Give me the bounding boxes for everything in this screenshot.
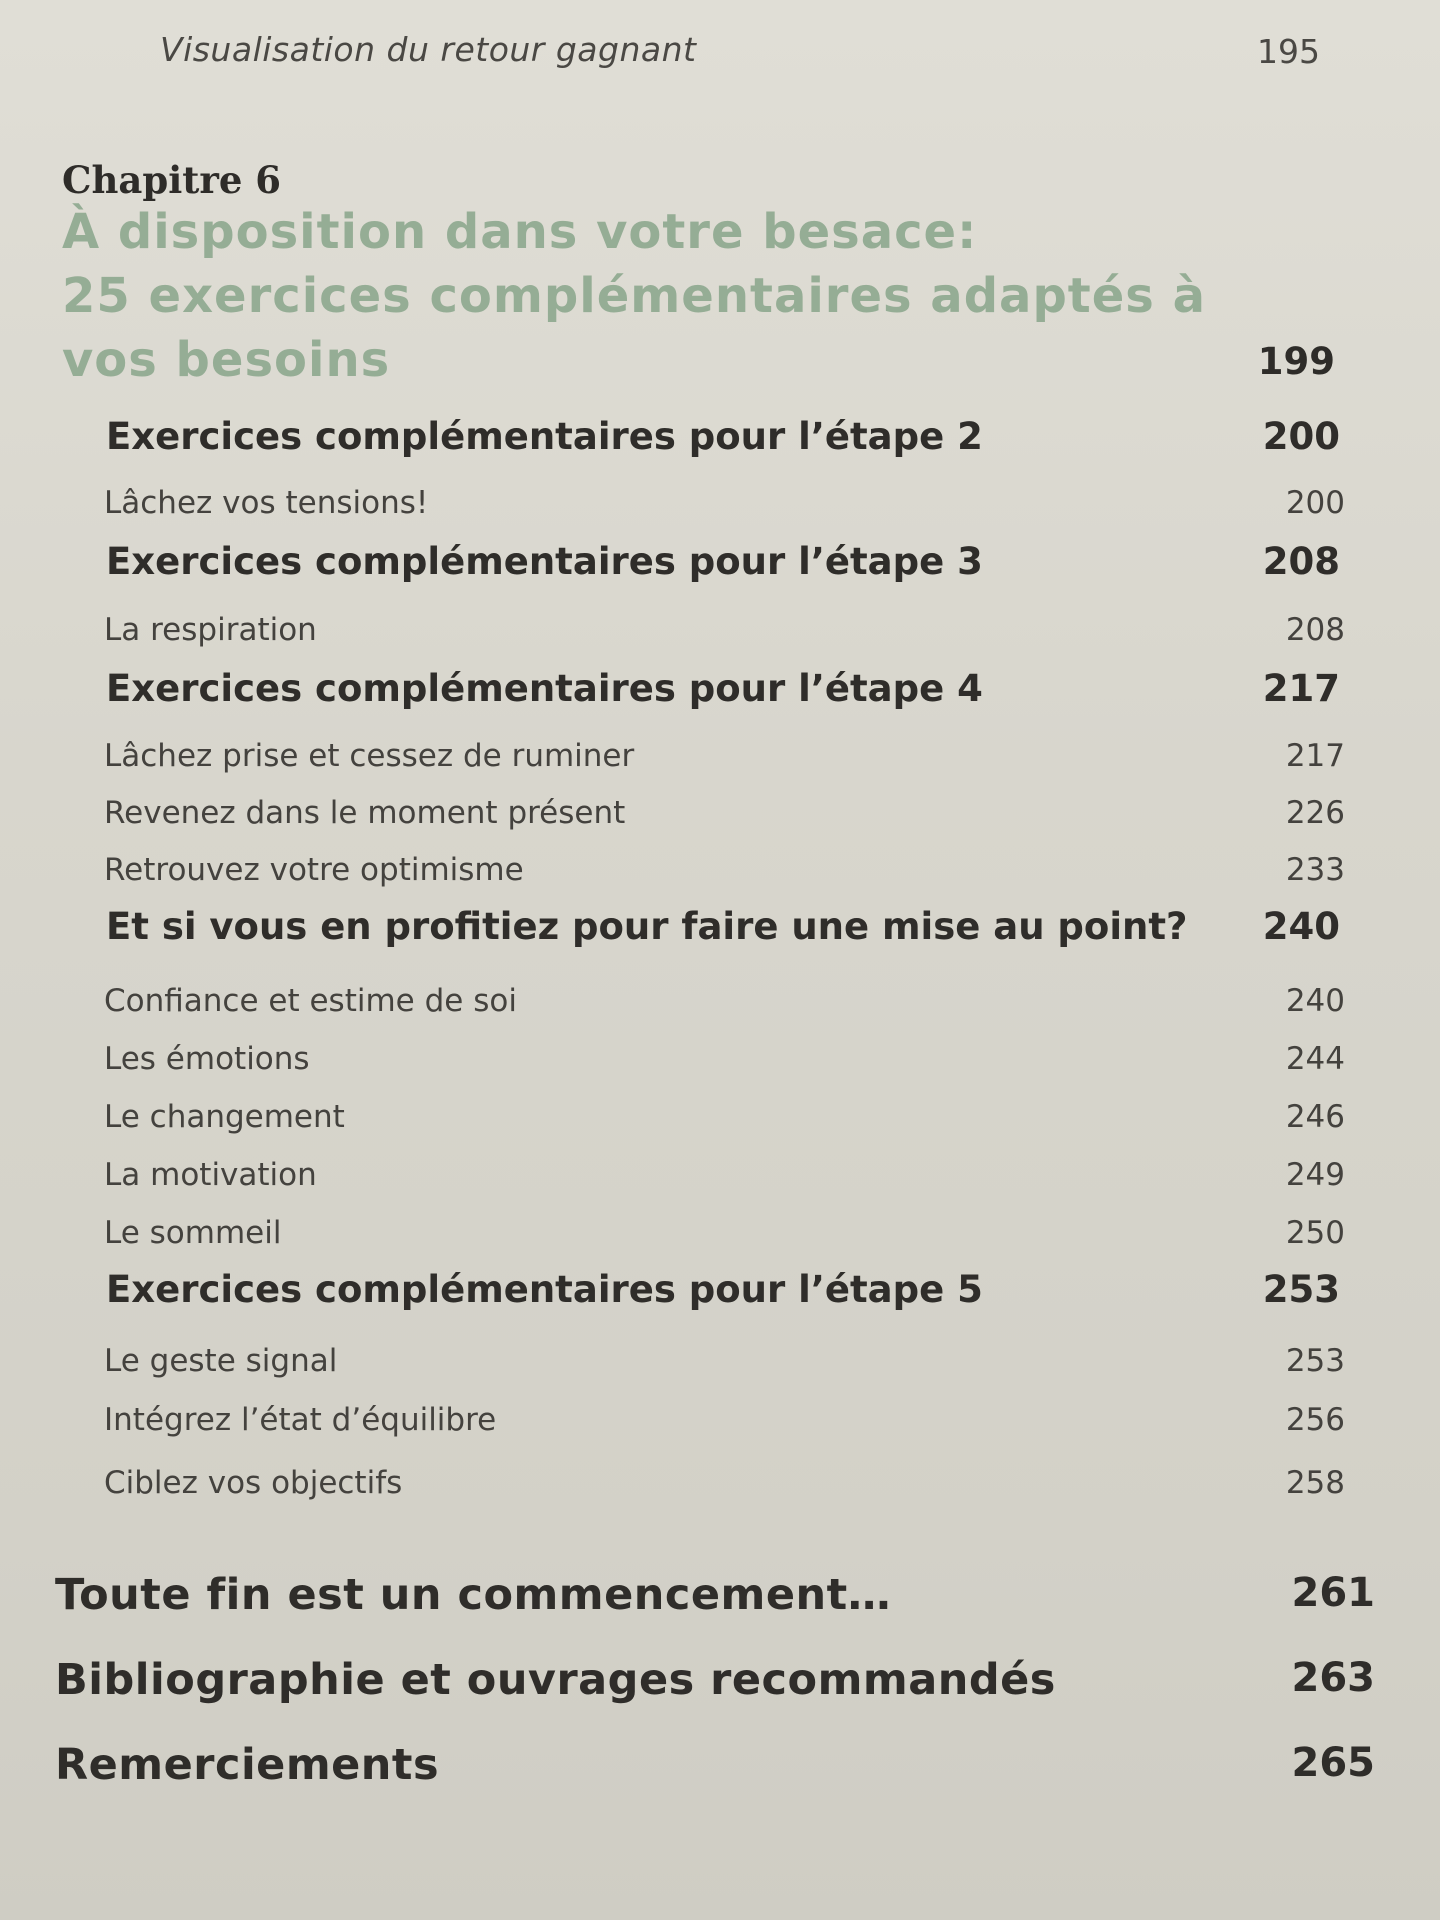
toc-page-number: 249 <box>1285 1157 1345 1193</box>
toc-item-title: Le changement <box>104 1099 345 1135</box>
toc-item-title: Revenez dans le moment présent <box>104 795 626 831</box>
toc-back-matter-title: Remerciements <box>55 1740 440 1790</box>
toc-page-number: 246 <box>1285 1099 1345 1135</box>
toc-page-number: 253 <box>1285 1343 1345 1379</box>
toc-item-title: Lâchez vos tensions! <box>104 485 429 521</box>
toc-page-number: 253 <box>1262 1268 1340 1311</box>
chapter-title-line: vos besoins <box>62 332 391 388</box>
toc-item-title: Ciblez vos objectifs <box>104 1465 403 1501</box>
toc-page-number: 265 <box>1291 1740 1375 1786</box>
toc-page-number: 217 <box>1262 667 1340 710</box>
toc-item-title: La motivation <box>104 1157 317 1193</box>
page-number: 195 <box>1257 32 1320 71</box>
toc-item-title: Lâchez prise et cessez de ruminer <box>104 738 635 774</box>
toc-back-matter-title: Toute fin est un commencement… <box>55 1570 892 1620</box>
chapter-title <box>62 200 1206 392</box>
toc-section-title: Exercices complémentaires pour l’étape 5 <box>106 1268 983 1311</box>
toc-back-matter-title: Bibliographie et ouvrages recommandés <box>55 1655 1056 1705</box>
chapter-page-number: 199 <box>1257 340 1335 383</box>
toc-page-number: 256 <box>1285 1402 1345 1438</box>
chapter-title-line: À disposition dans votre besace: <box>62 204 978 260</box>
toc-page-number: 261 <box>1291 1570 1375 1616</box>
page-header <box>160 30 1320 80</box>
toc-section-title: Exercices complémentaires pour l’étape 4 <box>106 667 983 710</box>
toc-page-number: 233 <box>1285 852 1345 888</box>
toc-item-title: Le geste signal <box>104 1343 338 1379</box>
toc-page-number: 263 <box>1291 1655 1375 1701</box>
toc-section-title: Et si vous en profitiez pour faire une mise au point? <box>106 905 1188 948</box>
toc-page-number: 200 <box>1285 485 1345 521</box>
toc-page-number: 240 <box>1262 905 1340 948</box>
toc-page-number: 226 <box>1285 795 1345 831</box>
toc-item-title: Retrouvez votre optimisme <box>104 852 524 888</box>
toc-section-title: Exercices complémentaires pour l’étape 3 <box>106 540 983 583</box>
toc-page-number: 244 <box>1285 1041 1345 1077</box>
toc-item-title: La respiration <box>104 612 317 648</box>
toc-item-title: Intégrez l’état d’équilibre <box>104 1402 497 1438</box>
toc-page-number: 240 <box>1285 983 1345 1019</box>
toc-page-number: 200 <box>1262 415 1340 458</box>
toc-page-number: 208 <box>1285 612 1345 648</box>
chapter-title-line: 25 exercices complémentaires adaptés à <box>62 268 1206 324</box>
toc-item-title: Le sommeil <box>104 1215 282 1251</box>
toc-page-number: 258 <box>1285 1465 1345 1501</box>
toc-page-number: 250 <box>1285 1215 1345 1251</box>
toc-section-title: Exercices complémentaires pour l’étape 2 <box>106 415 983 458</box>
running-title: Visualisation du retour gagnant <box>160 30 697 69</box>
chapter-label: Chapitre 6 <box>62 158 282 202</box>
toc-page-number: 217 <box>1285 738 1345 774</box>
toc-page-number: 208 <box>1262 540 1340 583</box>
toc-item-title: Confiance et estime de soi <box>104 983 517 1019</box>
toc-item-title: Les émotions <box>104 1041 310 1077</box>
